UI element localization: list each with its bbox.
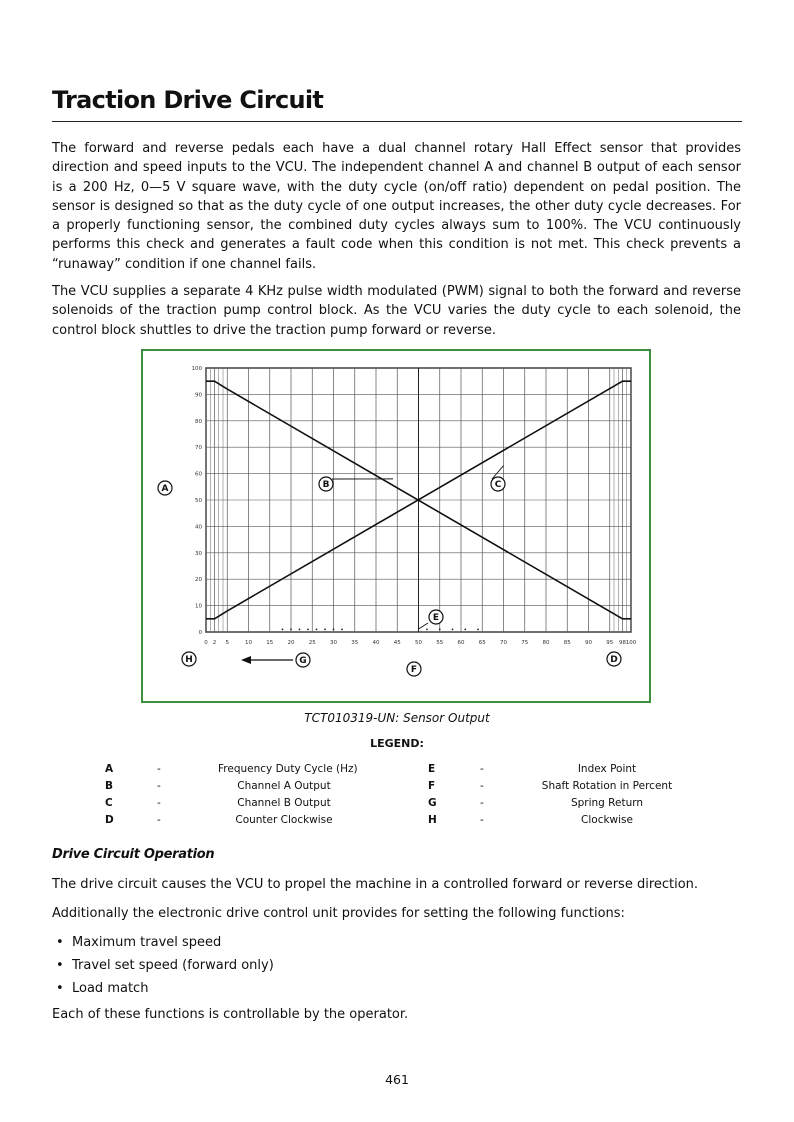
x-tick-label: 90 — [585, 640, 592, 646]
index-dot — [452, 628, 454, 630]
legend-row — [100, 797, 700, 814]
legend-value: Spring Return — [570, 797, 644, 809]
legend-dash: - — [157, 814, 161, 826]
x-tick-label: 65 — [478, 640, 486, 646]
y-tick-label: 30 — [195, 550, 202, 557]
legend-row — [100, 814, 700, 831]
legend-key: H — [428, 814, 437, 826]
legend-row — [100, 780, 700, 797]
y-tick-label: 100 — [191, 366, 202, 372]
legend-key: F — [428, 780, 436, 792]
x-tick-label: 5 — [225, 640, 229, 646]
index-dot — [307, 628, 309, 630]
page-number: 461 — [385, 1072, 409, 1087]
list-item-label: Load match — [72, 981, 149, 996]
x-tick-label: 10 — [245, 640, 252, 646]
index-dot — [299, 628, 301, 630]
list-item — [56, 954, 274, 977]
legend-key: D — [105, 814, 114, 826]
legend-key: A — [105, 763, 114, 775]
callout-d: D — [610, 655, 618, 666]
y-tick-label: 60 — [195, 471, 202, 478]
x-tick-label: 70 — [500, 640, 507, 646]
index-dot — [290, 628, 292, 630]
legend-value: Channel B Output — [237, 797, 331, 809]
list-item — [56, 977, 274, 1000]
index-dot — [477, 628, 479, 630]
callout-f: F — [410, 665, 418, 676]
x-tick-label: 50 — [415, 640, 422, 646]
index-dot — [324, 628, 326, 630]
x-tick-label: 2 — [212, 640, 217, 646]
x-tick-label: 75 — [521, 640, 529, 646]
title-divider — [52, 121, 742, 122]
arrow-g-head — [241, 656, 251, 664]
legend-row — [100, 763, 700, 780]
legend-key: C — [105, 797, 113, 809]
y-tick-label: 10 — [195, 603, 202, 610]
legend-dash: - — [480, 763, 484, 775]
x-tick-label: 25 — [308, 640, 316, 646]
index-dot — [333, 628, 335, 630]
index-dot — [282, 628, 284, 630]
callout-b: B — [322, 480, 330, 491]
legend-dash: - — [157, 780, 161, 792]
x-tick-label: 40 — [372, 640, 380, 646]
legend-dash: - — [157, 797, 161, 809]
bullet-icon: • — [56, 958, 64, 973]
legend-key: B — [105, 780, 114, 792]
x-tick-label: 85 — [563, 640, 571, 646]
index-dot — [439, 628, 441, 630]
x-tick-label: 20 — [287, 640, 295, 646]
legend-value: Counter Clockwise — [235, 814, 333, 826]
x-tick-label: 80 — [542, 640, 550, 646]
x-tick-label: 15 — [266, 640, 274, 646]
x-tick-label: 98 — [619, 640, 626, 646]
y-tick-label: 40 — [195, 524, 202, 531]
index-dot — [341, 628, 343, 630]
list-item-label: Travel set speed (forward only) — [72, 958, 274, 973]
drive-circuit-paragraph: The drive circuit causes the VCU to propel the machine in a controlled forward or reverse direction. — [52, 877, 699, 892]
list-item — [56, 931, 274, 954]
legend-table — [100, 763, 700, 831]
x-tick-label: 35 — [351, 640, 359, 646]
legend-value: Shaft Rotation in Percent — [541, 780, 673, 792]
page-title: Traction Drive Circuit — [52, 86, 324, 114]
legend-title: LEGEND: — [370, 737, 424, 750]
list-item-label: Maximum travel speed — [72, 935, 222, 950]
legend-dash: - — [480, 780, 484, 792]
legend-value: Index Point — [577, 763, 637, 775]
y-tick-label: 70 — [195, 445, 202, 452]
intro-paragraph: The forward and reverse pedals each have a dual channel rotary Hall Effect sensor that provides direction and speed inputs to the VCU. The independent channel A and channel B output of each sensor is a 200 Hz, 0—5 V square wave, with the duty cycle (on/off ratio) dependent on pedal position. The sensor is designed so that as the duty cycle of one output increases, the other duty cycle decreases. For a properly functioning sensor, the combined duty cycles always sum to 100%. The VCU continuously performs this check and generates a fault code when this condition is not met. This check prevents a “runaway” condition if one channel fails. — [52, 141, 741, 272]
legend-key: G — [428, 797, 437, 809]
legend-key: E — [428, 763, 436, 775]
x-tick-label: 55 — [436, 640, 444, 646]
legend-value: Clockwise — [581, 814, 633, 826]
y-tick-label: 80 — [195, 418, 202, 425]
bullet-icon: • — [56, 935, 64, 950]
legend-dash: - — [480, 814, 484, 826]
legend-value: Channel A Output — [237, 780, 331, 792]
x-tick-label: 60 — [457, 640, 465, 646]
x-tick-label: 45 — [393, 640, 401, 646]
bullet-icon: • — [56, 981, 64, 996]
sensor-output-chart — [143, 351, 649, 701]
index-dot — [464, 628, 466, 630]
callout-a: A — [161, 484, 169, 495]
callout-c: C — [494, 480, 502, 491]
functions-intro-paragraph: Additionally the electronic drive control unit provides for setting the following functions: — [52, 906, 625, 921]
y-tick-label: 90 — [195, 392, 202, 399]
functions-list — [56, 931, 274, 1000]
closing-paragraph: Each of these functions is controllable by the operator. — [52, 1007, 409, 1022]
index-dot — [426, 628, 428, 630]
x-tick-label: 95 — [606, 640, 614, 646]
x-tick-label: 100 — [625, 640, 637, 646]
legend-value: Frequency Duty Cycle (Hz) — [218, 763, 358, 775]
callout-e: E — [432, 613, 440, 624]
section-heading: Drive Circuit Operation — [52, 847, 215, 862]
figure-caption: TCT010319-UN: Sensor Output — [304, 711, 490, 725]
y-tick-label: 50 — [195, 498, 202, 504]
callout-g: G — [299, 656, 307, 667]
legend-dash: - — [157, 763, 161, 775]
index-dot — [316, 628, 318, 630]
sensor-output-figure — [141, 349, 651, 703]
y-tick-label: 0 — [198, 630, 202, 636]
x-tick-label: 30 — [330, 640, 337, 646]
pwm-paragraph: The VCU supplies a separate 4 KHz pulse width modulated (PWM) signal to both the forward and reverse solenoids of the traction pump control block. As the VCU varies the duty cycle to each solenoid, the control block shuttles to drive the traction pump forward or reverse. — [52, 284, 741, 338]
leader-e — [419, 623, 429, 629]
callout-h: H — [185, 655, 193, 666]
y-tick-label: 20 — [195, 577, 202, 584]
x-tick-label: 0 — [204, 640, 208, 646]
legend-dash: - — [480, 797, 484, 809]
